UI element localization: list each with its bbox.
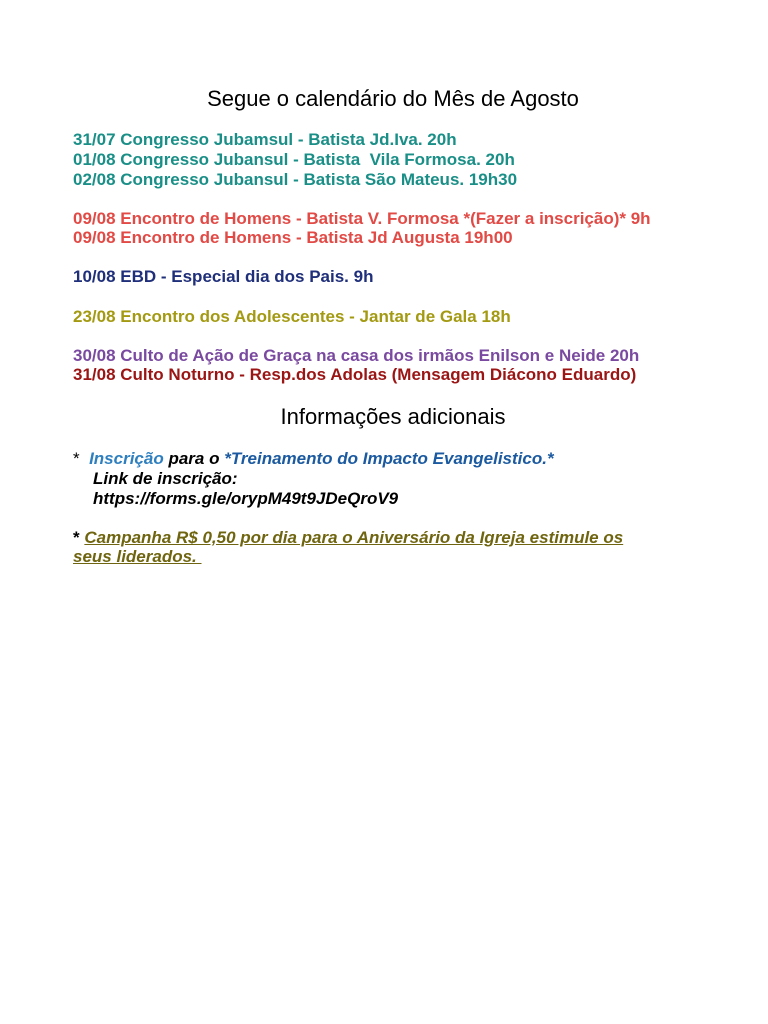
calendar-title: Segue o calendário do Mês de Agosto <box>207 86 579 111</box>
campanha-line <box>73 528 623 548</box>
inscricao-text: Inscrição <box>89 449 164 468</box>
bullet-star: * <box>73 528 80 547</box>
event-line: 02/08 Congresso Jubansul - Batista São Mateus. 19h30 <box>73 170 518 189</box>
event-line: 30/08 Culto de Ação de Graça na casa dos irmãos Enilson e Neide 20h <box>73 346 640 365</box>
bullet-star: * <box>73 449 80 468</box>
link-label: Link de inscrição: <box>93 469 238 488</box>
event-line: 31/07 Congresso Jubamsul - Batista Jd.Iva. 20h <box>73 130 457 149</box>
event-line: 09/08 Encontro de Homens - Batista V. Formosa *(Fazer a inscrição)* 9h <box>73 209 651 228</box>
event-line: 31/08 Culto Noturno - Resp.dos Adolas (Mensagem Diácono Eduardo) <box>73 365 637 384</box>
info-title: Informações adicionais <box>280 404 506 429</box>
event-line: 09/08 Encontro de Homens - Batista Jd Augusta 19h00 <box>73 228 513 247</box>
event-line: 10/08 EBD - Especial dia dos Pais. 9h <box>73 267 374 286</box>
campanha-text: Campanha R$ 0,50 por dia para o Aniversário da Igreja estimule os <box>84 528 624 547</box>
campanha-line2: seus liderados. <box>73 547 202 566</box>
link-url[interactable]: https://forms.gle/orypM49t9JDeQroV9 <box>93 489 399 508</box>
treinamento-text: *Treinamento do Impacto Evangelistico.* <box>224 449 554 468</box>
para-o-text: para o <box>163 449 225 468</box>
event-line: 01/08 Congresso Jubansul - Batista Vila Formosa. 20h <box>73 150 515 169</box>
event-line: 23/08 Encontro dos Adolescentes - Jantar de Gala 18h <box>73 307 511 326</box>
info-bullet-inscricao <box>73 449 554 469</box>
